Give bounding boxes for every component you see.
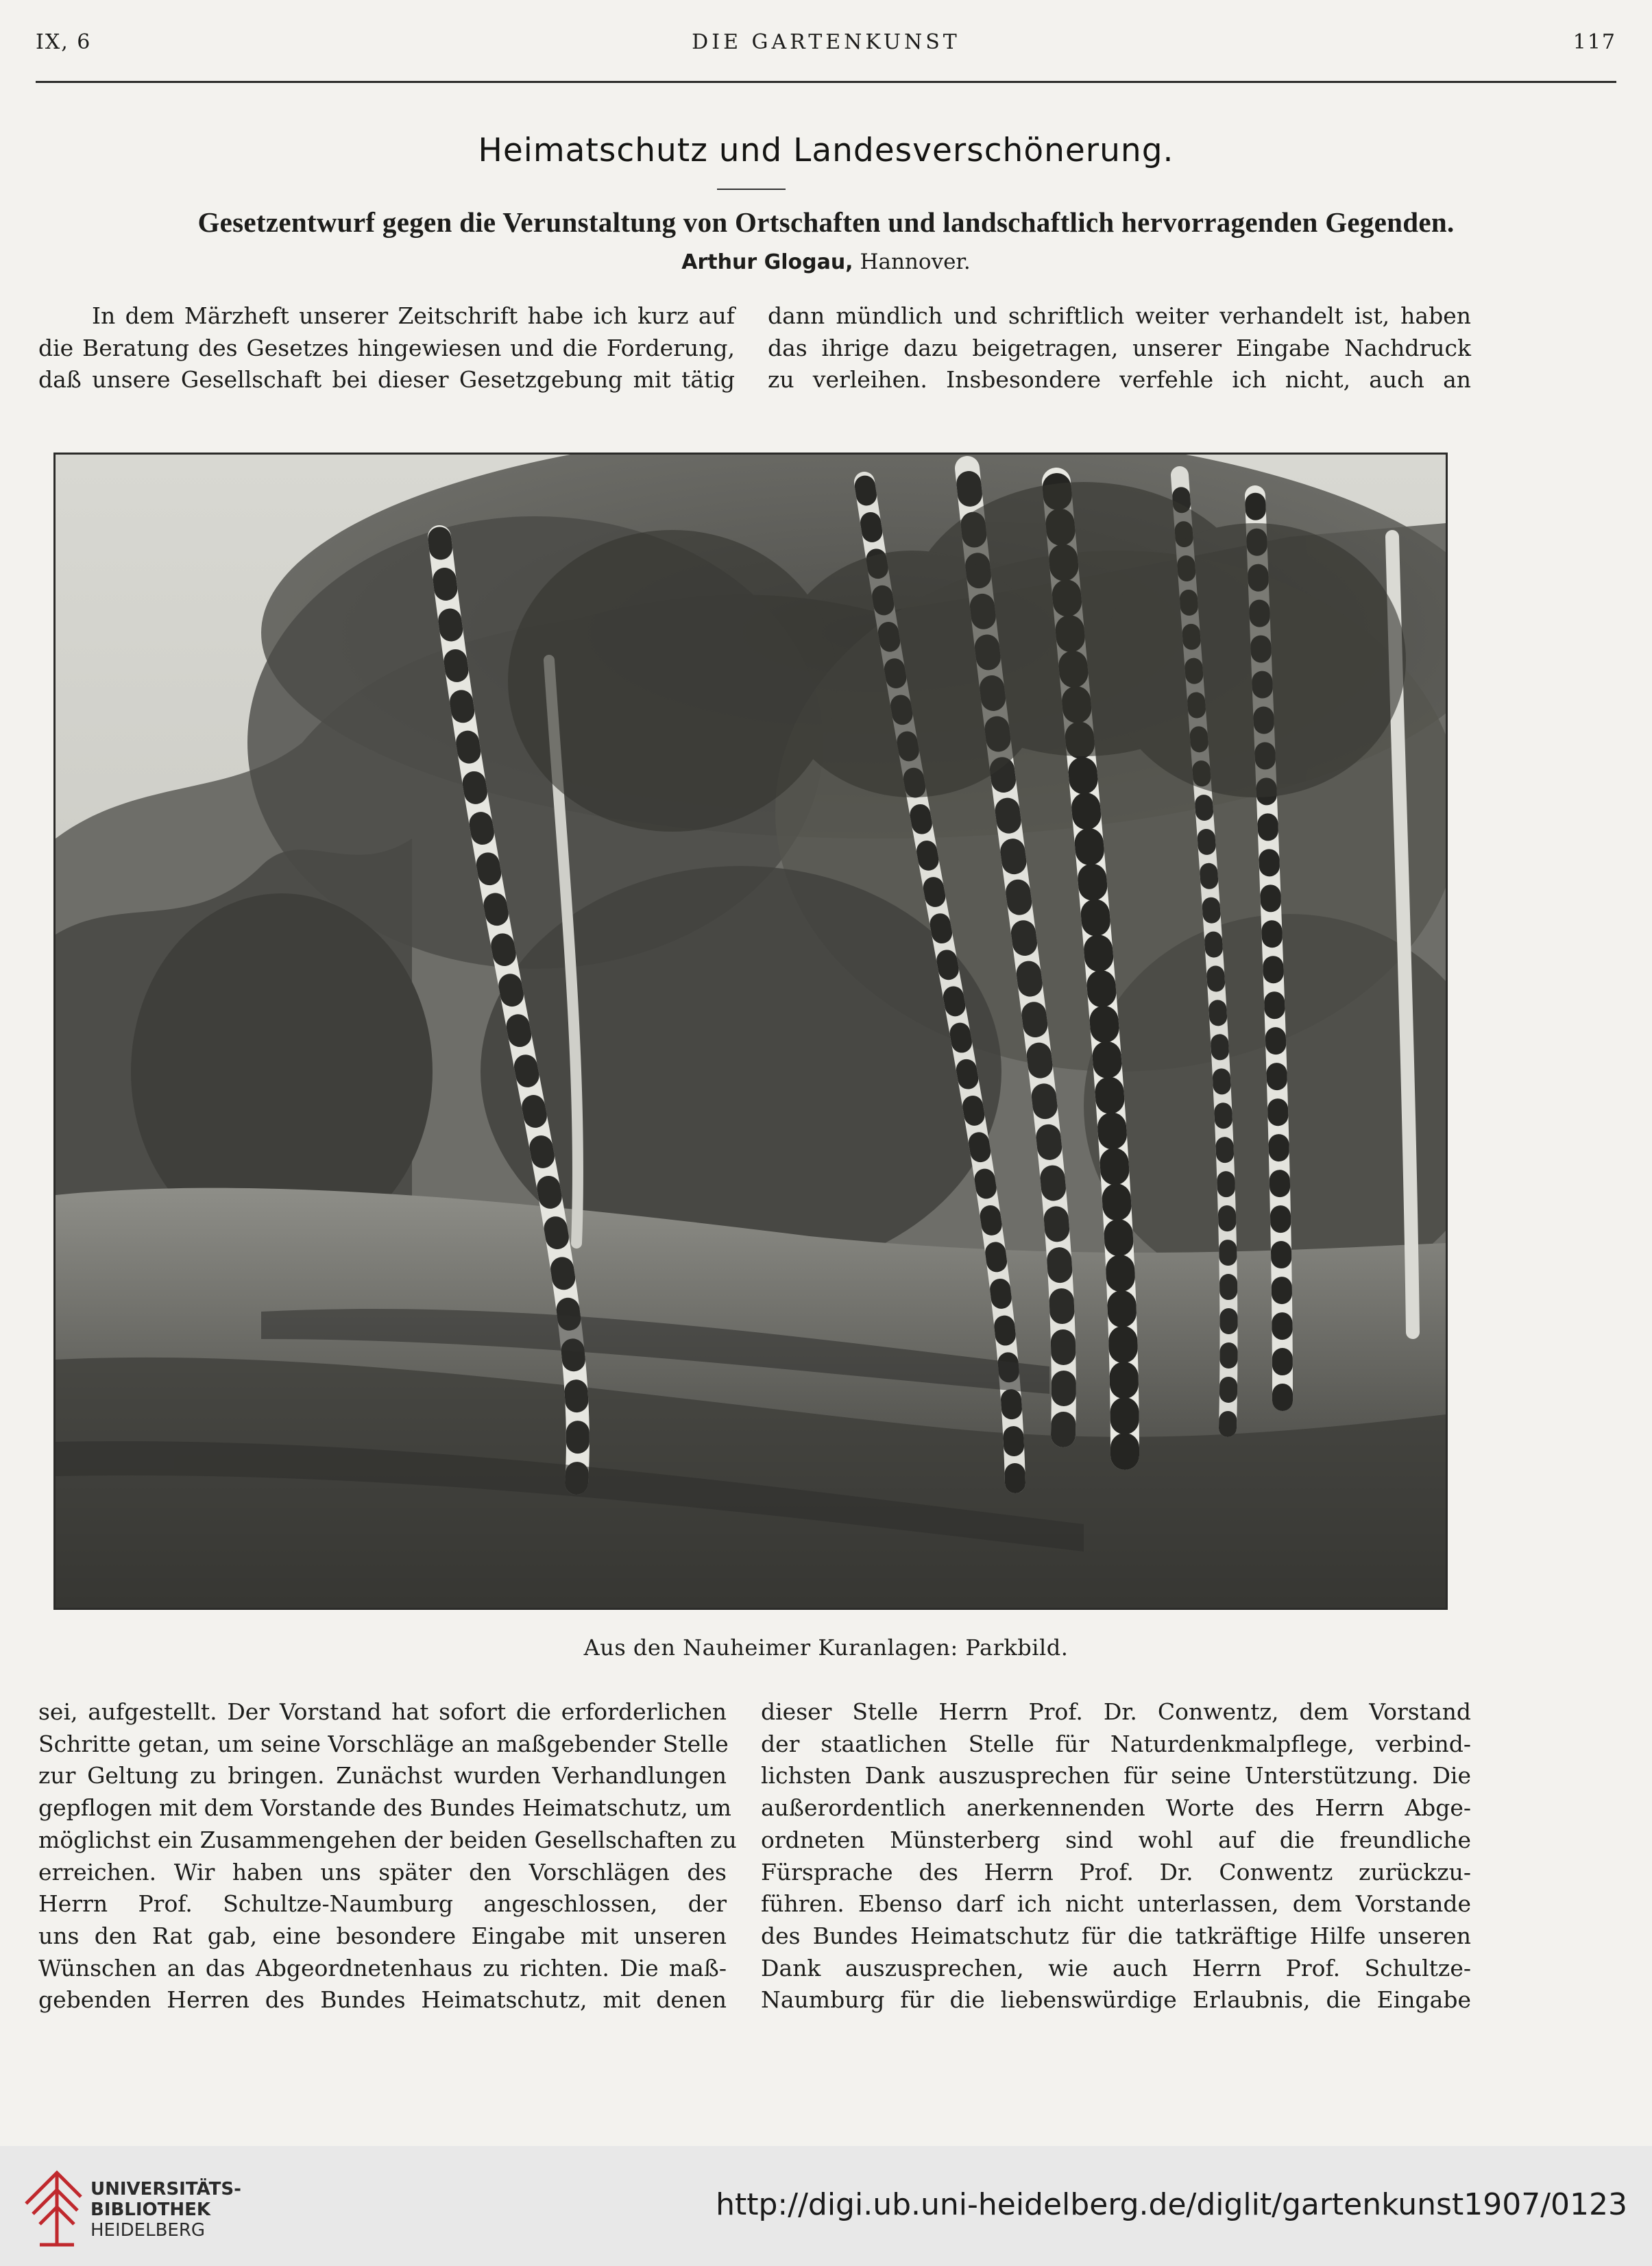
text-line: führen. Ebenso darf ich nicht unterlassen, dem Vorstande bbox=[761, 1890, 1471, 1918]
digitization-footer bbox=[0, 2146, 1652, 2266]
text-line: gebenden Herren des Bundes Heimatschutz, mit denen bbox=[38, 1986, 727, 2014]
text-line: zur Geltung zu bringen. Zunächst wurden Verhandlungen bbox=[38, 1762, 727, 1789]
journal-name: DIE GARTENKUNST bbox=[692, 30, 960, 54]
volume-issue: IX, 6 bbox=[36, 30, 92, 54]
permalink-url[interactable]: http://digi.ub.uni-heidelberg.de/diglit/gartenkunst1907/0123 bbox=[716, 2187, 1627, 2222]
text-line: Herrn Prof. Schultze-Naumburg angeschlossen, der bbox=[38, 1890, 727, 1918]
text-line: Schritte getan, um seine Vorschläge an maßgebender Stelle bbox=[38, 1730, 729, 1757]
byline bbox=[0, 250, 1652, 274]
text-line: erreichen. Wir haben uns später den Vorschlägen des bbox=[38, 1858, 727, 1885]
text-line: das ihrige dazu beigetragen, unserer Eingabe Nachdruck bbox=[768, 334, 1471, 361]
text-line: des Bundes Heimatschutz für die tatkräftige Hilfe unseren bbox=[761, 1922, 1471, 1949]
library-logo-icon bbox=[19, 2162, 88, 2252]
text-line: Wünschen an das Abgeordnetenhaus zu richten. Die maß- bbox=[38, 1954, 727, 1981]
text-line: dann mündlich und schriftlich weiter verhandelt ist, haben bbox=[768, 302, 1471, 329]
text-line: gepflogen mit dem Vorstande des Bundes Heimatschutz, um bbox=[38, 1794, 731, 1822]
text-line: zu verleihen. Insbesondere verfehle ich nicht, auch an bbox=[768, 366, 1471, 394]
park-photograph bbox=[53, 453, 1448, 1610]
library-name bbox=[90, 2179, 241, 2241]
text-line: daß unsere Gesellschaft bei dieser Gesetzgebung mit tätig bbox=[38, 366, 735, 394]
page-number: 117 bbox=[1572, 30, 1616, 54]
text-line: ordneten Münsterberg sind wohl auf die freundliche bbox=[761, 1826, 1471, 1853]
text-column-left-top bbox=[38, 300, 735, 396]
author-name: Arthur Glogau, bbox=[681, 250, 853, 274]
text-line: Fürsprache des Herrn Prof. Dr. Conwentz zurückzu- bbox=[761, 1858, 1471, 1885]
library-name-line: BIBLIOTHEK bbox=[90, 2199, 211, 2220]
text-line: außerordentlich anerkennenden Worte des Herrn Abge- bbox=[761, 1794, 1471, 1822]
text-column-right-top bbox=[768, 300, 1471, 396]
text-line: In dem Märzheft unserer Zeitschrift habe ich kurz auf bbox=[92, 302, 735, 329]
text-column-right-bottom bbox=[761, 1696, 1471, 2016]
library-name-line: UNIVERSITÄTS- bbox=[90, 2179, 241, 2199]
text-column-left-bottom bbox=[38, 1696, 737, 2016]
running-header bbox=[36, 30, 1616, 64]
text-line: Naumburg für die liebenswürdige Erlaubnis, die Eingabe bbox=[761, 1986, 1471, 2014]
text-line: dieser Stelle Herrn Prof. Dr. Conwentz, dem Vorstand bbox=[761, 1698, 1471, 1725]
section-title: Heimatschutz und Landesverschönerung. bbox=[478, 132, 1174, 169]
text-line: lichsten Dank auszusprechen für seine Unterstützung. Die bbox=[761, 1762, 1471, 1789]
text-line: uns den Rat gab, eine besondere Eingabe mit unseren bbox=[38, 1922, 727, 1949]
text-line: die Beratung des Gesetzes hingewiesen und die Forderung, bbox=[38, 334, 735, 361]
author-place: Hannover. bbox=[860, 250, 971, 274]
photo-caption: Aus den Nauheimer Kuranlagen: Parkbild. bbox=[583, 1635, 1069, 1661]
birch-park-illustration bbox=[56, 455, 1446, 1608]
text-line: Dank auszusprechen, wie auch Herrn Prof. Schultze- bbox=[761, 1954, 1471, 1981]
library-name-line: HEIDELBERG bbox=[90, 2220, 206, 2241]
title-divider bbox=[717, 189, 786, 190]
text-line: sei, aufgestellt. Der Vorstand hat sofort die erforderlichen bbox=[38, 1698, 727, 1725]
article-title: Gesetzentwurf gegen die Verunstaltung von Ortschaften und landschaftlich hervorragenden Gegenden. bbox=[197, 206, 1455, 238]
text-line: der staatlichen Stelle für Naturdenkmalpflege, verbind- bbox=[761, 1730, 1471, 1757]
text-line: möglichst ein Zusammengehen der beiden Gesellschaften zu bbox=[38, 1826, 737, 1853]
header-rule bbox=[36, 81, 1616, 83]
